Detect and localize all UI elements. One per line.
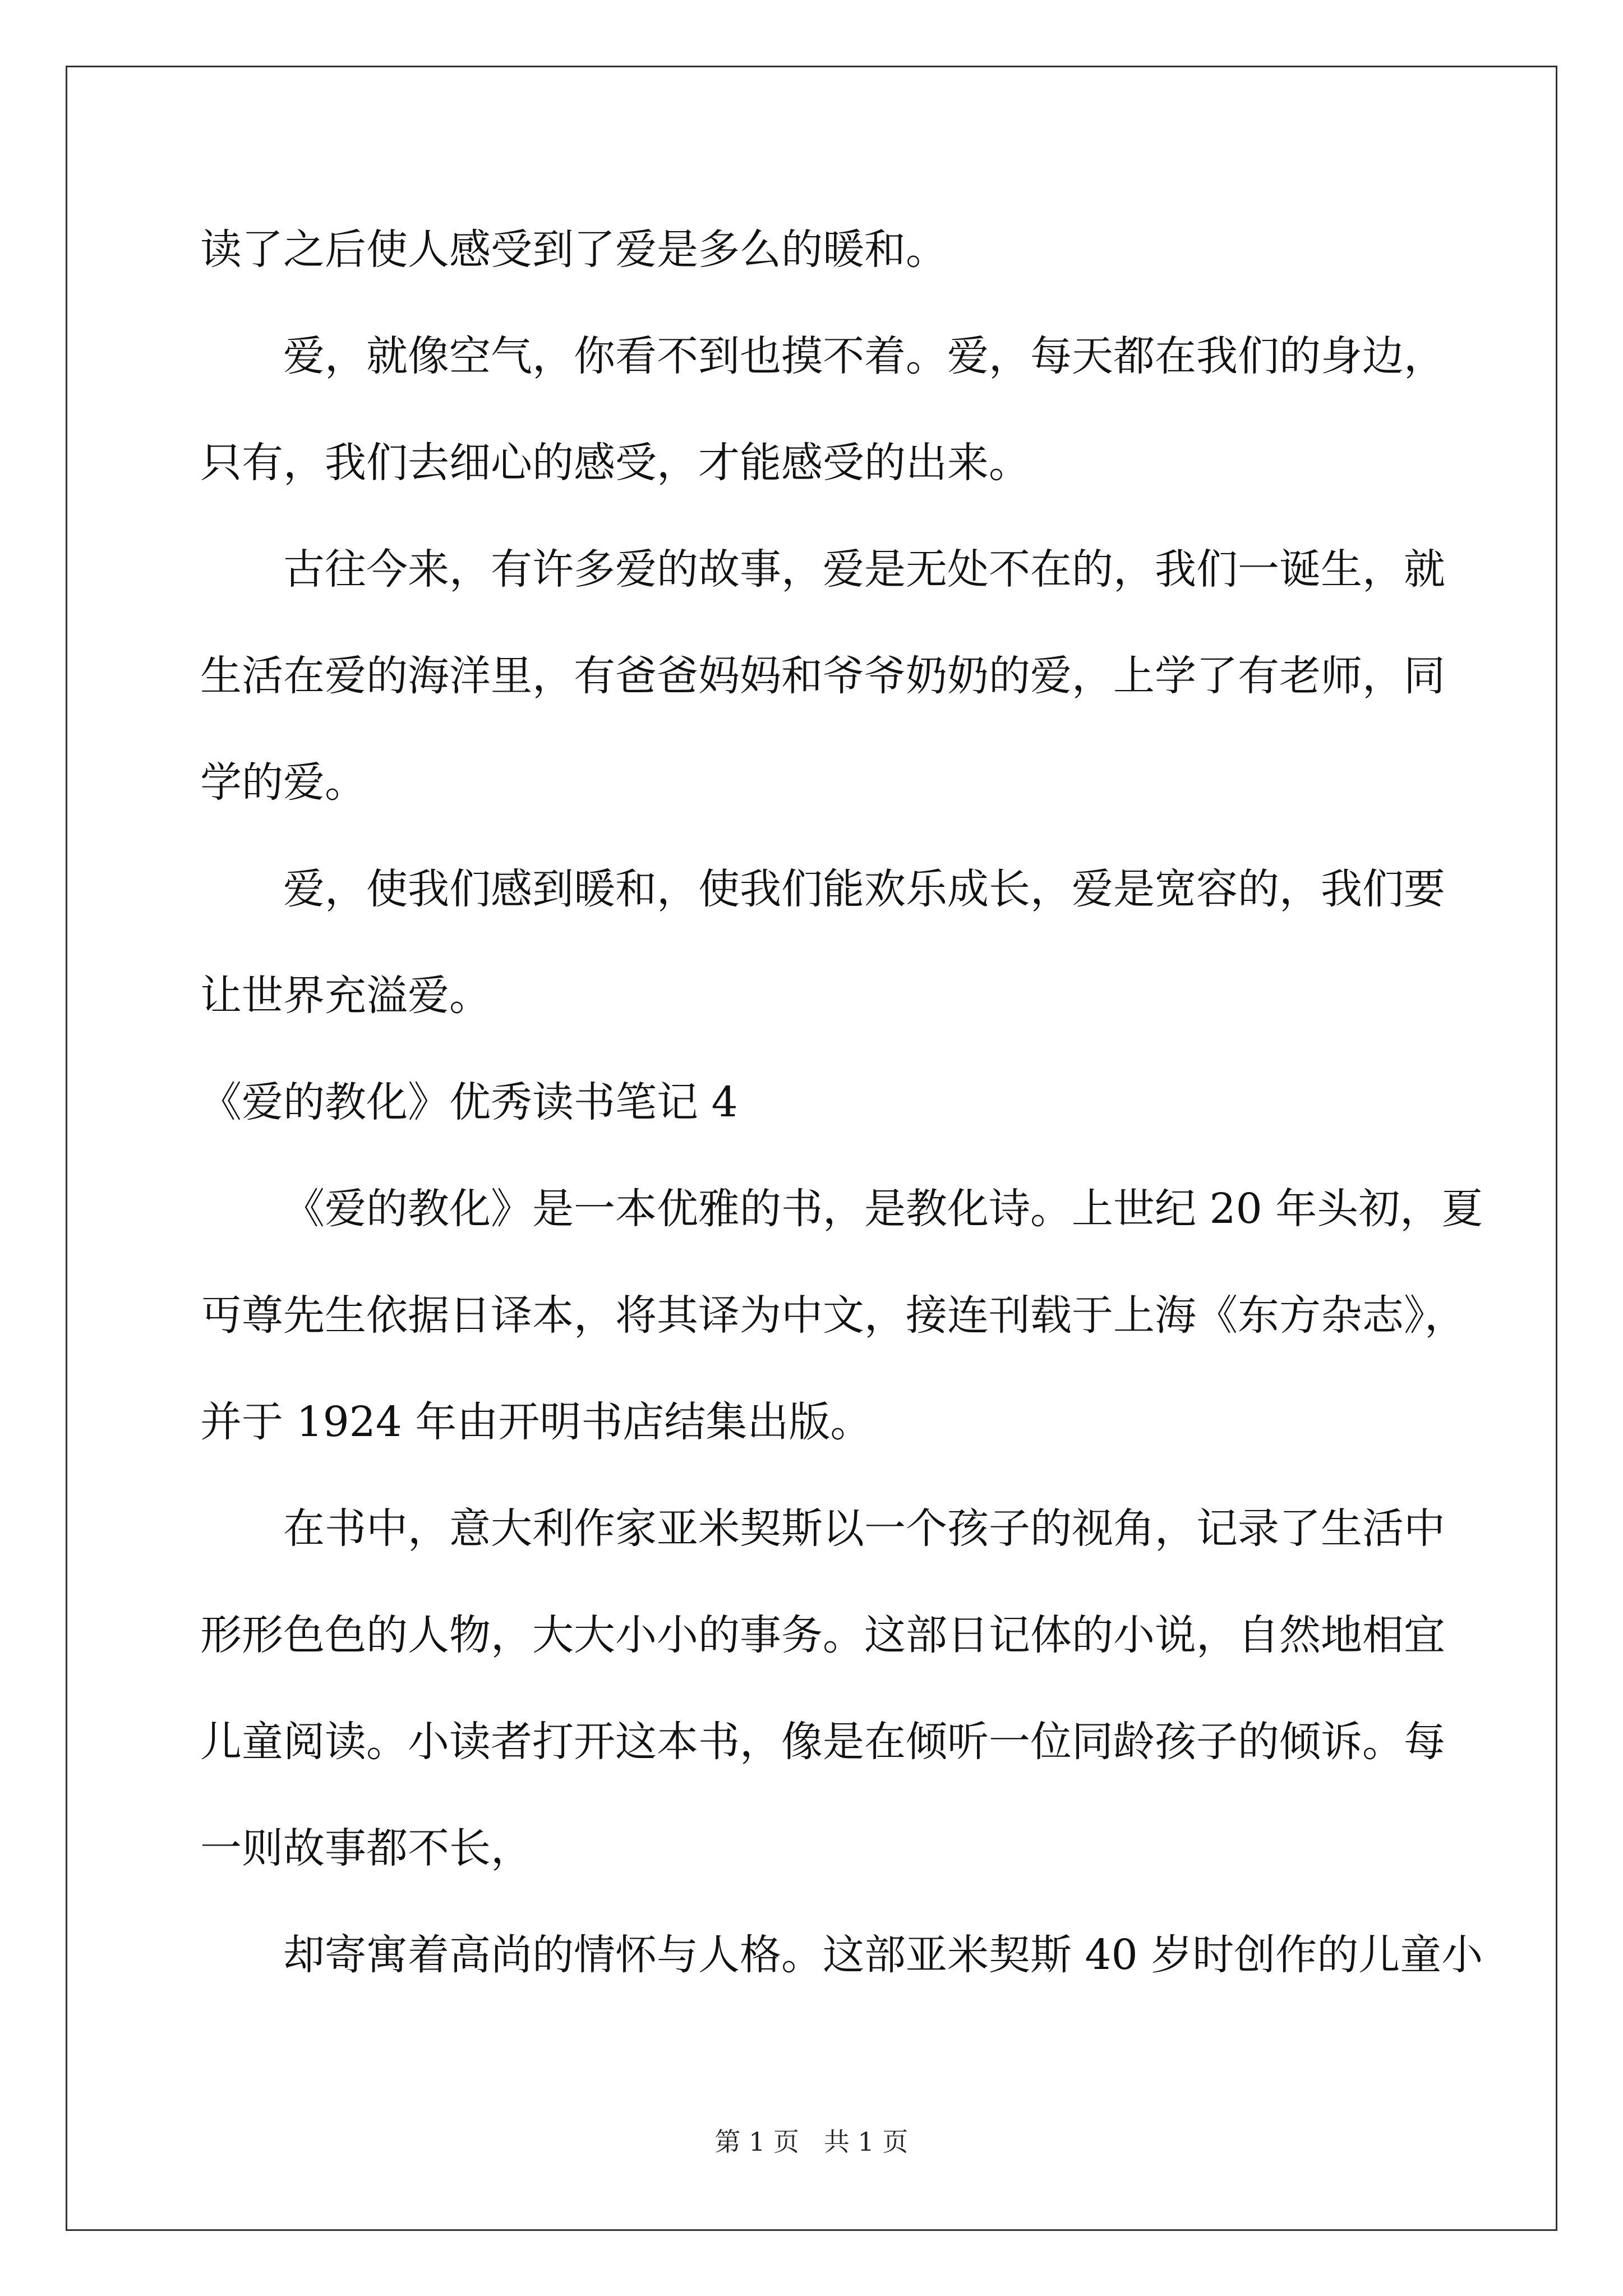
paragraph-line: 学的爱。: [200, 758, 366, 807]
paragraph-line: 丏尊先生依据日译本，将其译为中文，接连刊载于上海《东方杂志》，: [200, 1291, 1466, 1340]
paragraph-line: 生活在爱的海洋里，有爸爸妈妈和爷爷奶奶的爱，上学了有老师，同: [200, 652, 1445, 700]
paragraph-line: 儿童阅读。小读者打开这本书，像是在倾听一位同龄孩子的倾诉。每: [200, 1718, 1445, 1766]
section-heading: 《爱的教化》优秀读书笔记 4: [200, 1078, 738, 1126]
paragraph-line: 古往今来，有许多爱的故事，爱是无处不在的，我们一诞生，就: [283, 545, 1445, 593]
paragraph-line: 爱，使我们感到暖和，使我们能欢乐成长，爱是宽容的，我们要: [283, 865, 1445, 913]
paragraph-line: 却寄寓着高尚的情怀与人格。这部亚米契斯 40 岁时创作的儿童小: [283, 1931, 1483, 1979]
page-border: [66, 66, 1557, 2231]
paragraph-line: 只有，我们去细心的感受，才能感受的出来。: [200, 439, 1030, 487]
paragraph-line: 《爱的教化》是一本优雅的书，是教化诗。上世纪 20 年头初，夏: [283, 1185, 1483, 1233]
paragraph-line: 让世界充溢爱。: [200, 972, 491, 1020]
paragraph-line: 一则故事都不长，: [200, 1824, 532, 1872]
paragraph-line: 形形色色的人物，大大小小的事务。这部日记体的小说，自然地相宜: [200, 1611, 1445, 1659]
paragraph-line: 并于 1924 年由开明书店结集出版。: [200, 1398, 872, 1446]
paragraph-line: 在书中，意大利作家亚米契斯以一个孩子的视角，记录了生活中: [283, 1504, 1445, 1553]
paragraph-line: 读了之后使人感受到了爱是多么的暖和。: [200, 226, 947, 274]
paragraph-line: 爱，就像空气，你看不到也摸不着。爱，每天都在我们的身边，: [283, 332, 1445, 380]
page-footer: 第 1 页 共 1 页: [714, 2127, 909, 2157]
